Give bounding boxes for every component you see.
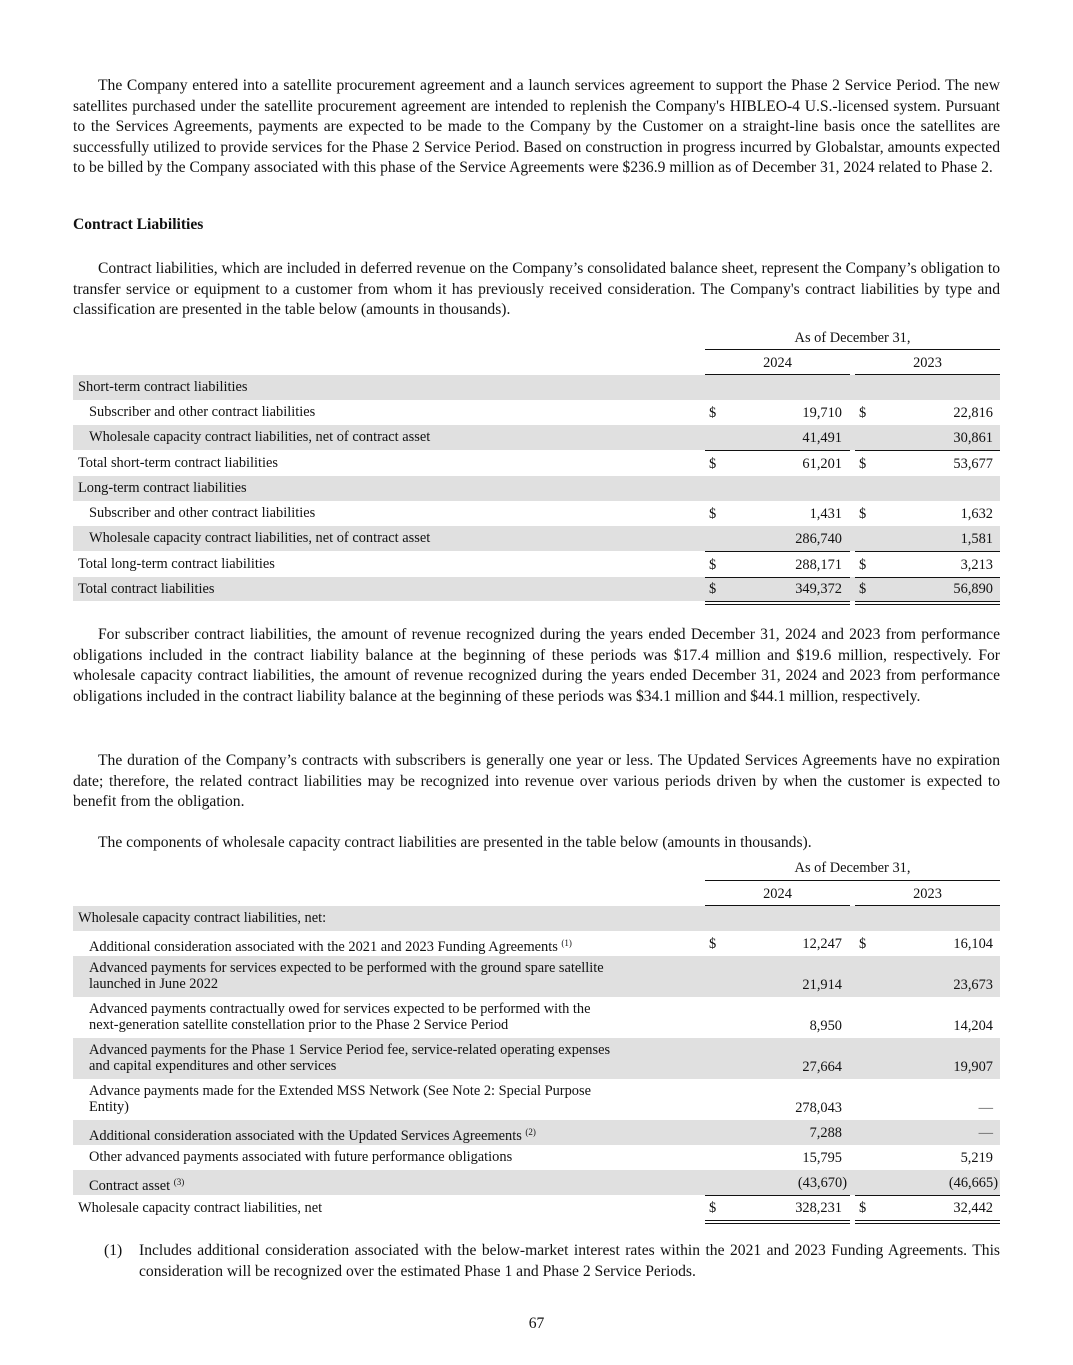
value-2023: 5,219 — [960, 1150, 993, 1166]
value-2024: 19,710 — [802, 405, 842, 421]
paragraph-wholesale-components: The components of wholesale capacity contract liabilities are presented in the table below (amounts in thousands). — [98, 834, 812, 851]
dollar-sign: $ — [709, 456, 717, 472]
value-2024: 21,914 — [802, 977, 842, 993]
row-label-line-2: Entity) — [89, 1099, 129, 1115]
dollar-sign: $ — [859, 506, 867, 522]
value-2024: 15,795 — [802, 1150, 842, 1166]
table-row — [73, 400, 1000, 425]
value-2023: 56,890 — [953, 581, 993, 597]
row-label: Total short-term contract liabilities — [78, 455, 278, 471]
table-row — [73, 931, 1000, 956]
table-row — [73, 906, 1000, 931]
table-row — [73, 1038, 1000, 1079]
row-label: Subscriber and other contract liabilities — [89, 404, 316, 420]
row-label: Wholesale capacity contract liabilities, net of contract asset — [89, 530, 431, 546]
dollar-sign: $ — [709, 581, 717, 597]
row-label — [89, 935, 572, 956]
column-header-2023: 2023 — [913, 886, 942, 902]
row-label-text: Additional consideration associated with the 2021 and 2023 Funding Agreements — [89, 939, 558, 955]
table-row — [73, 476, 1000, 501]
value-2023: 22,816 — [953, 405, 993, 421]
total-rule — [855, 577, 1000, 578]
page-number: 67 — [528, 1315, 545, 1332]
value-2023: 16,104 — [953, 936, 993, 952]
row-label — [89, 1124, 536, 1145]
wholesale-capacity-table — [73, 858, 1000, 1226]
dollar-sign: $ — [709, 557, 717, 573]
footnote-ref: (3) — [173, 1177, 185, 1187]
row-label-text: Additional consideration associated with the Updated Services Agreements — [89, 1128, 522, 1144]
row-label-line-1: Advanced payments for services expected to be performed with the ground spare satellite — [89, 960, 604, 976]
dollar-sign: $ — [709, 506, 717, 522]
dollar-sign: $ — [859, 1200, 867, 1216]
value-2023: 3,213 — [960, 557, 993, 573]
table-row — [73, 1196, 1000, 1220]
paragraph-satellite-procurement: The Company entered into a satellite procurement agreement and a launch services agreement to support the Phase 2 Service Period. The new satellites purchased under the satellite procurement agreement are intended to replenish the Company's HIBLEO-4 U.S.-licensed system. Pursuant to the Services Agreements, payments are expected to be made to the Company by the Customer on a straight-line basis once the satellites are successfully utilized to provide services for the Phase 2 Service Period. Based on construction in progress incurred by Globalstar, amounts expected to be billed by the Company associated with this phase of the Service Agreements were $236.9 million as of December 31, 2024 related to Phase 2. — [73, 77, 1000, 177]
column-header-2024: 2024 — [763, 886, 792, 902]
value-2024: 12,247 — [802, 936, 842, 952]
footnote-ref: (1) — [561, 938, 572, 948]
value-2023: — — [978, 1100, 993, 1116]
dollar-sign: $ — [859, 581, 867, 597]
column-header-2024: 2024 — [763, 355, 792, 371]
dollar-sign: $ — [709, 1200, 717, 1216]
table-row — [73, 526, 1000, 551]
footnote-1 — [106, 1241, 1000, 1282]
table-row — [73, 1145, 1000, 1170]
value-2024: 278,043 — [795, 1100, 842, 1116]
paragraph-revenue-recognized: For subscriber contract liabilities, the amount of revenue recognized during the years ended December 31, 2024 and 2023 from performance obligations included in the contract liability balance at the beginning of these periods was $17.4 million and $19.6 million, respectively. For wholesale capacity contract liabilities, the amount of revenue recognized during the years ended December 31, 2024 and 2023 from performance obligations included in the contract liability balance at the beginning of these periods was $34.1 million and $44.1 million, respectively. — [73, 626, 1000, 705]
total-double-rule — [855, 601, 1000, 605]
table-row — [73, 375, 1000, 400]
column-header-2023: 2023 — [913, 355, 942, 371]
row-label-text: Contract asset — [89, 1178, 171, 1194]
value-2024: 1,431 — [809, 506, 842, 522]
table-row — [73, 997, 1000, 1038]
value-2023: 32,442 — [953, 1200, 993, 1216]
paragraph-contract-liabilities-intro: Contract liabilities, which are included in deferred revenue on the Company’s consolidated balance sheet, represent the Company’s obligation to transfer service or equipment to a customer from whom it has previously received consideration. The Company's contract liabilities by type and classification are presented in the table below (amounts in thousands). — [73, 260, 1000, 319]
table-row — [73, 577, 1000, 601]
footnote-ref: (2) — [525, 1127, 536, 1137]
contract-liabilities-table — [73, 326, 1000, 606]
table-row — [73, 451, 1000, 476]
value-2024: (43,670) — [797, 1175, 847, 1191]
value-2024: 27,664 — [802, 1059, 842, 1075]
dollar-sign: $ — [859, 557, 867, 573]
value-2023: — — [978, 1125, 993, 1141]
row-label — [89, 1083, 591, 1115]
table-header-as-of: As of December 31, — [794, 330, 911, 346]
row-label: Wholesale capacity contract liabilities, net: — [78, 910, 327, 926]
section-heading: Contract Liabilities — [73, 216, 204, 233]
value-2024: 349,372 — [795, 581, 842, 597]
table-row — [73, 1120, 1000, 1145]
value-2023: (46,665) — [948, 1175, 998, 1191]
paragraph-contract-duration: The duration of the Company’s contracts with subscribers is generally one year or less. The Updated Services Agreements have no expiration date; therefore, the related contract liabilities may be recognized into revenue over various periods driven by when the customer is expected to benefit from the obligation. — [73, 752, 1000, 811]
row-label — [89, 1001, 590, 1033]
value-2023: 53,677 — [953, 456, 993, 472]
row-label-line-2: and capital expenditures and other services — [89, 1058, 337, 1074]
row-label: Wholesale capacity contract liabilities, net of contract asset — [89, 429, 431, 445]
dollar-sign: $ — [859, 936, 867, 952]
table-row — [73, 956, 1000, 997]
row-label: Subscriber and other contract liabilities — [89, 505, 316, 521]
row-label: Total long-term contract liabilities — [78, 556, 275, 572]
total-double-rule — [705, 601, 850, 605]
header-rule — [705, 880, 1000, 881]
row-label-line-2: launched in June 2022 — [89, 976, 219, 992]
header-rule — [705, 349, 1000, 350]
value-2023: 1,581 — [960, 531, 993, 547]
row-label — [89, 960, 604, 992]
row-label: Wholesale capacity contract liabilities, net — [78, 1200, 323, 1216]
row-label-line-2: next-generation satellite constellation prior to the Phase 2 Service Period — [89, 1017, 509, 1033]
dollar-sign: $ — [859, 456, 867, 472]
row-label-line-1: Advance payments made for the Extended MSS Network (See Note 2: Special Purpose — [89, 1083, 591, 1099]
row-label: Other advanced payments associated with future performance obligations — [89, 1149, 513, 1165]
value-2023: 30,861 — [953, 430, 993, 446]
row-label-line-1: Advanced payments for the Phase 1 Service Period fee, service-related operating expenses — [89, 1042, 611, 1058]
row-label — [89, 1042, 610, 1074]
value-2024: 41,491 — [802, 430, 842, 446]
row-label-line-1: Advanced payments contractually owed for services expected to be performed with the — [89, 1001, 591, 1017]
row-label: Total contract liabilities — [78, 581, 215, 597]
table-row — [73, 552, 1000, 577]
total-double-rule — [855, 1220, 1000, 1224]
table-row — [73, 501, 1000, 526]
row-label: Short-term contract liabilities — [78, 379, 248, 395]
value-2024: 288,171 — [795, 557, 842, 573]
value-2023: 14,204 — [953, 1018, 993, 1034]
footnote-number: (1) — [104, 1242, 123, 1259]
value-2024: 7,288 — [809, 1125, 842, 1141]
footnote-text: Includes additional consideration associated with the below-market interest rates within the 2021 and 2023 Funding Agreements. This consideration will be recognized over the estimated Phase 1 and Phase 2 Service Periods. — [139, 1242, 1000, 1280]
value-2023: 1,632 — [960, 506, 993, 522]
value-2023: 23,673 — [953, 977, 993, 993]
dollar-sign: $ — [859, 405, 867, 421]
value-2024: 8,950 — [809, 1018, 842, 1034]
table-row — [73, 1079, 1000, 1120]
dollar-sign: $ — [709, 936, 717, 952]
table-row — [73, 1170, 1000, 1195]
value-2024: 286,740 — [795, 531, 842, 547]
total-rule — [705, 577, 850, 578]
row-label: Long-term contract liabilities — [78, 480, 247, 496]
value-2024: 61,201 — [802, 456, 842, 472]
row-label — [89, 1174, 184, 1195]
dollar-sign: $ — [709, 405, 717, 421]
table-row — [73, 425, 1000, 450]
value-2024: 328,231 — [795, 1200, 842, 1216]
table-header-as-of: As of December 31, — [794, 860, 911, 876]
value-2023: 19,907 — [953, 1059, 993, 1075]
total-double-rule — [705, 1220, 850, 1224]
